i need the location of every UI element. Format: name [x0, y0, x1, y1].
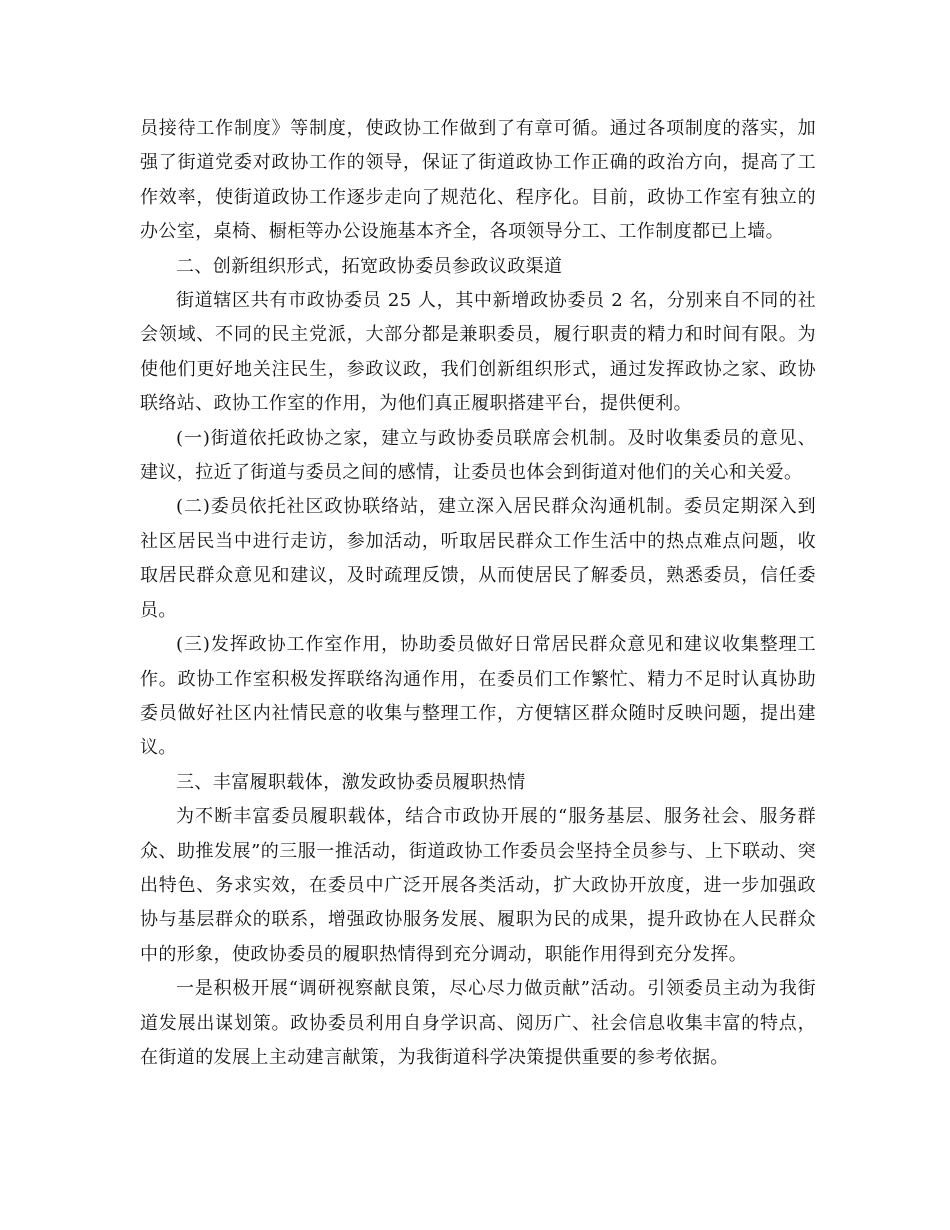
paragraph: 为不断丰富委员履职载体，结合市政协开展的“服务基层、服务社会、服务群众、助推发展”的三服一推活动，街道政协工作委员会坚持全员参与、上下联动、突出特色、务求实效，在委员中广泛开展各类活动，扩大政协开放度，进一步加强政协与基层群众的联系，增强政协服务发展、履职为民的成果，提升政协在人民群众中的形象，使政协委员的履职热情得到充分调动，职能作用得到充分发挥。: [140, 806, 816, 965]
paragraph: (二)委员依托社区政协联络站，建立深入居民群众沟通机制。委员定期深入到社区居民当中进行走访，参加活动，听取居民群众工作生活中的热点难点问题，收取居民群众意见和建议，及时疏理反馈，从而使居民了解委员，熟悉委员，信任委员。: [140, 496, 816, 621]
section-heading-3: 三、丰富履职载体，激发政协委员履职热情: [176, 771, 526, 793]
paragraph: 一是积极开展“调研视察献良策，尽心尽力做贡献”活动。引领委员主动为我街道发展出谋划策。政协委员利用自身学识高、阅历广、社会信息收集丰富的特点，在街道的发展上主动建言献策，为我街道科学决策提供重要的参考依据。: [140, 978, 816, 1068]
paragraph: 街道辖区共有市政协委员 25 人，其中新增政协委员 2 名，分别来自不同的社会领域、不同的民主党派，大部分都是兼职委员，履行职责的精力和时间有限。为使他们更好地关注民生，参政议政，我们创新组织形式，通过发挥政协之家、政协联络站、政协工作室的作用，为他们真正履职搭建平台，提供便利。: [140, 290, 816, 415]
document-body: [140, 112, 816, 1075]
paragraph: (一)街道依托政协之家，建立与政协委员联席会机制。及时收集委员的意见、建议，拉近了街道与委员之间的感情，让委员也体会到街道对他们的关心和关爱。: [140, 427, 816, 484]
paragraph: (三)发挥政协工作室作用，协助委员做好日常居民群众意见和建议收集整理工作。政协工作室积极发挥联络沟通作用，在委员们工作繁忙、精力不足时认真协助委员做好社区内社情民意的收集与整理工作，方便辖区群众随时反映问题，提出建议。: [140, 634, 816, 759]
section-heading-2: 二、创新组织形式，拓宽政协委员参政议政渠道: [176, 255, 563, 277]
paragraph-continuation: 员接待工作制度》等制度，使政协工作做到了有章可循。通过各项制度的落实，加强了街道党委对政协工作的领导，保证了街道政协工作正确的政治方向，提高了工作效率，使街道政协工作逐步走向了规范化、程序化。目前，政协工作室有独立的办公室，桌椅、橱柜等办公设施基本齐全，各项领导分工、工作制度都已上墙。: [140, 118, 816, 243]
